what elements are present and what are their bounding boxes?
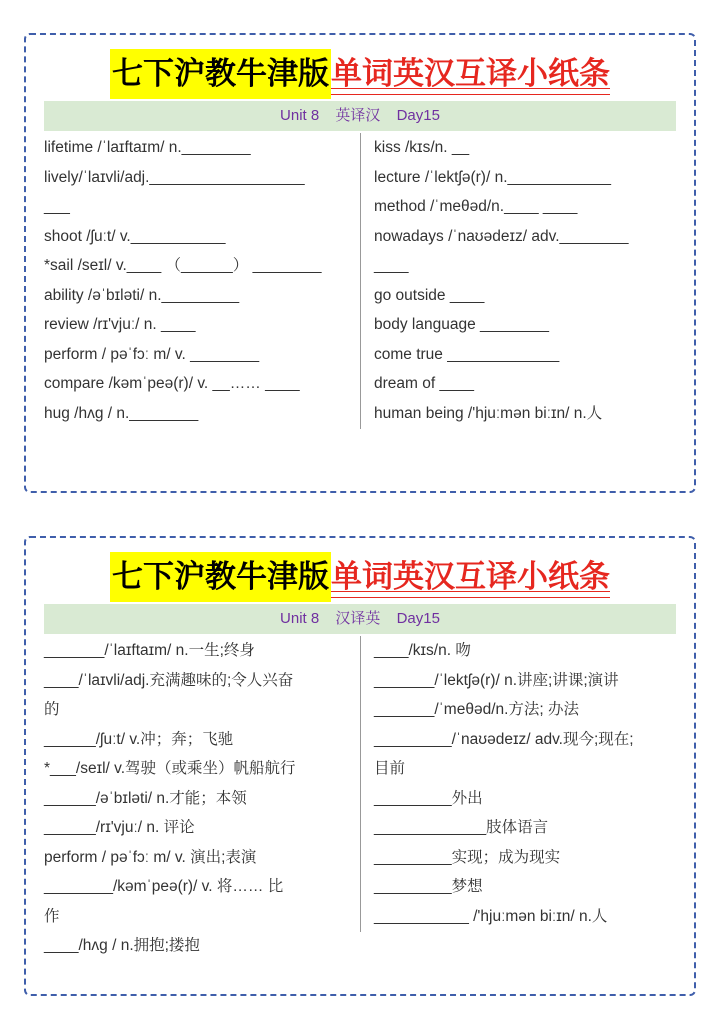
column-divider [360,636,361,932]
vocab-line: ________/kəmˈpeə(r)/ v. 将…… 比 [44,878,284,895]
vocab-line: 作 [44,907,60,925]
vocab-line: lively/ˈlaɪvli/adj.__________________ [44,168,305,186]
vocab-line: ____/hʌɡ / n.拥抱;搂抱 [44,937,200,954]
unit-band [44,604,676,634]
vocab-line: _______/ˈmeθəd/n.方法; 办法 [374,701,580,718]
day-label: Day15 [396,610,440,627]
vocab-line: ___ [44,198,70,215]
vocab-line: *sail /seɪl/ v.____ （______） ________ [44,257,322,274]
vocab-line: shoot /ʃuːt/ v.___________ [44,227,226,245]
vocab-line: ___________ /'hjuːmən biːɪn/ n.人 [374,907,608,925]
vocab-line: ____/ˈlaɪvli/adj.充满趣味的;令人兴奋 [44,671,294,689]
vocab-line: lifetime /ˈlaɪftaɪm/ n.________ [44,139,251,156]
vocab-line: human being /'hjuːmən biːɪn/ n.人 [374,404,603,422]
vocab-line: _________梦想 [374,878,483,895]
vocab-line: ______/ʃuːt/ v.冲；奔；飞驰 [44,730,234,748]
vocab-line: ____ [374,257,409,274]
vocab-card-zh-to-en [24,536,696,996]
vocab-line: *___/seɪl/ v.驾驶（或乘坐）帆船航行 [44,760,296,777]
unit-label: Unit 8 [280,107,320,124]
column-divider [360,133,361,429]
unit-label: Unit 8 [280,610,320,627]
vocab-line: lecture /ˈlektʃə(r)/ n.____________ [374,168,611,186]
vocab-line: compare /kəmˈpeə(r)/ v. __…… ____ [44,375,300,392]
left-column [44,133,360,428]
title-highlight: 七下沪教牛津版 [110,552,331,602]
title-highlight: 七下沪教牛津版 [110,49,331,99]
vocab-line: come true _____________ [374,345,560,363]
vocab-line: nowadays /ˈnaʊədeɪz/ adv.________ [374,227,629,245]
right-column [374,636,676,931]
mode-label: 英译汉 [335,107,381,124]
vocab-line: ______/rɪ'vjuː/ n. 评论 [44,819,195,836]
title-red: 单词英汉互译小纸条 [331,49,610,99]
vocab-line: _________外出 [374,789,483,807]
vocab-line: perform / pəˈfɔː m/ v. 演出;表演 [44,848,257,866]
card-title [26,49,694,99]
vocab-line: go outside ____ [374,286,485,304]
day-label: Day15 [396,107,440,124]
vocab-line: ability /əˈbɪləti/ n._________ [44,286,240,304]
left-column [44,636,360,961]
vocab-line: dream of ____ [374,375,474,392]
vocab-line: _____________肢体语言 [374,819,549,836]
vocab-line: method /ˈmeθəd/n.____ ____ [374,198,578,215]
card-title [26,552,694,602]
vocab-line: body language ________ [374,316,549,333]
vocab-line: _______/ˈlektʃə(r)/ n.讲座;讲课;演讲 [374,671,619,689]
vocab-line: ____/kɪs/n. 吻 [374,642,471,659]
vocab-line: 目前 [374,760,406,777]
vocab-line: kiss /kɪs/n. __ [374,139,470,156]
mode-label: 汉译英 [335,610,381,627]
vocab-columns [44,133,676,479]
unit-band [44,101,676,131]
vocab-line: 的 [44,701,60,718]
title-red: 单词英汉互译小纸条 [331,552,610,602]
vocab-line: hug /hʌɡ / n.________ [44,404,199,422]
vocab-line: _________/ˈnaʊədeɪz/ adv.现今;现在; [374,730,634,748]
vocab-line: review /rɪ'vjuː/ n. ____ [44,316,196,333]
vocab-line: _________实现；成为现实 [374,848,561,866]
vocab-line: ______/əˈbɪləti/ n.才能；本领 [44,789,247,807]
vocab-columns [44,636,676,982]
vocab-line: _______/ˈlaɪftaɪm/ n.一生;终身 [44,642,255,659]
right-column [374,133,676,428]
vocab-card-en-to-zh [24,33,696,493]
vocab-line: perform / pəˈfɔː m/ v. ________ [44,345,260,363]
